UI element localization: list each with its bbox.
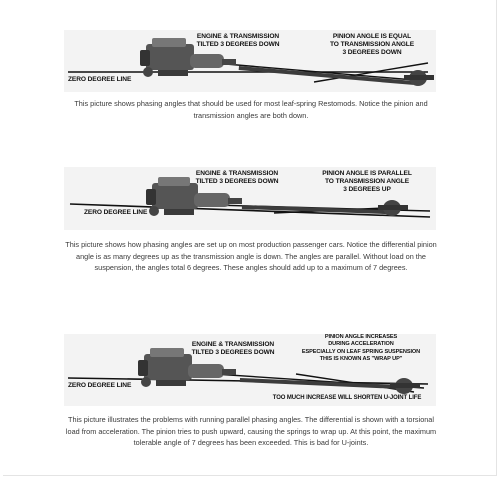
zero-degree-label: ZERO DEGREE LINE [68, 76, 132, 83]
engine-angle-label: ENGINE & TRANSMISSION TILTED 3 DEGREES DOWN [191, 341, 275, 356]
differential-illustration-icon [390, 378, 420, 394]
figure-2-caption: This picture shows how phasing angles are set up on most production passenger cars. Notice the differential pinion angle is as many degrees up as the transmission angle is down. The angles are parallel. Without load on the suspension, the angles total 6 degrees. These angles should add up to a maximum of 7 degrees. [65, 240, 437, 273]
diagram-3 [64, 334, 436, 406]
diagram-1 [64, 30, 436, 92]
u-joint-warning-label: TOO MUCH INCREASE WILL SHORTEN U-JOINT LIFE [272, 395, 422, 401]
pinion-angle-label: PINION ANGLE IS EQUAL TO TRANSMISSION ANGLE 3 DEGREES DOWN [330, 33, 414, 56]
driveshaft [239, 66, 414, 85]
engine-angle-label: ENGINE & TRANSMISSION TILTED 3 DEGREES DOWN [195, 170, 279, 185]
pinion-angle-label: PINION ANGLE INCREASES DURING ACCELERATION ESPECIALLY ON LEAF SPRING SUSPENSION THIS IS KNOWN AS "WRAP UP" [301, 334, 421, 363]
diagram-2 [64, 167, 436, 230]
engine-angle-label: ENGINE & TRANSMISSION TILTED 3 DEGREES DOWN [196, 33, 280, 48]
zero-degree-label: ZERO DEGREE LINE [84, 209, 148, 216]
figure-1-caption: This picture shows phasing angles that should be used for most leaf-spring Restomods. Notice the pinion and transmission angles are both down. [74, 99, 428, 120]
pinion-angle-label: PINION ANGLE IS PARALLEL TO TRANSMISSION ANGLE 3 DEGREES UP [322, 170, 412, 193]
figure-3-caption: This picture illustrates the problems with running parallel phasing angles. The differential is shown with a torsional load from acceleration. The pinion tries to push upward, causing the springs to wrap up. At this point, the maximum tolerable angle of 7 degrees has been exceeded. This is bad for U-joints. [65, 415, 437, 448]
zero-degree-label: ZERO DEGREE LINE [68, 382, 132, 389]
